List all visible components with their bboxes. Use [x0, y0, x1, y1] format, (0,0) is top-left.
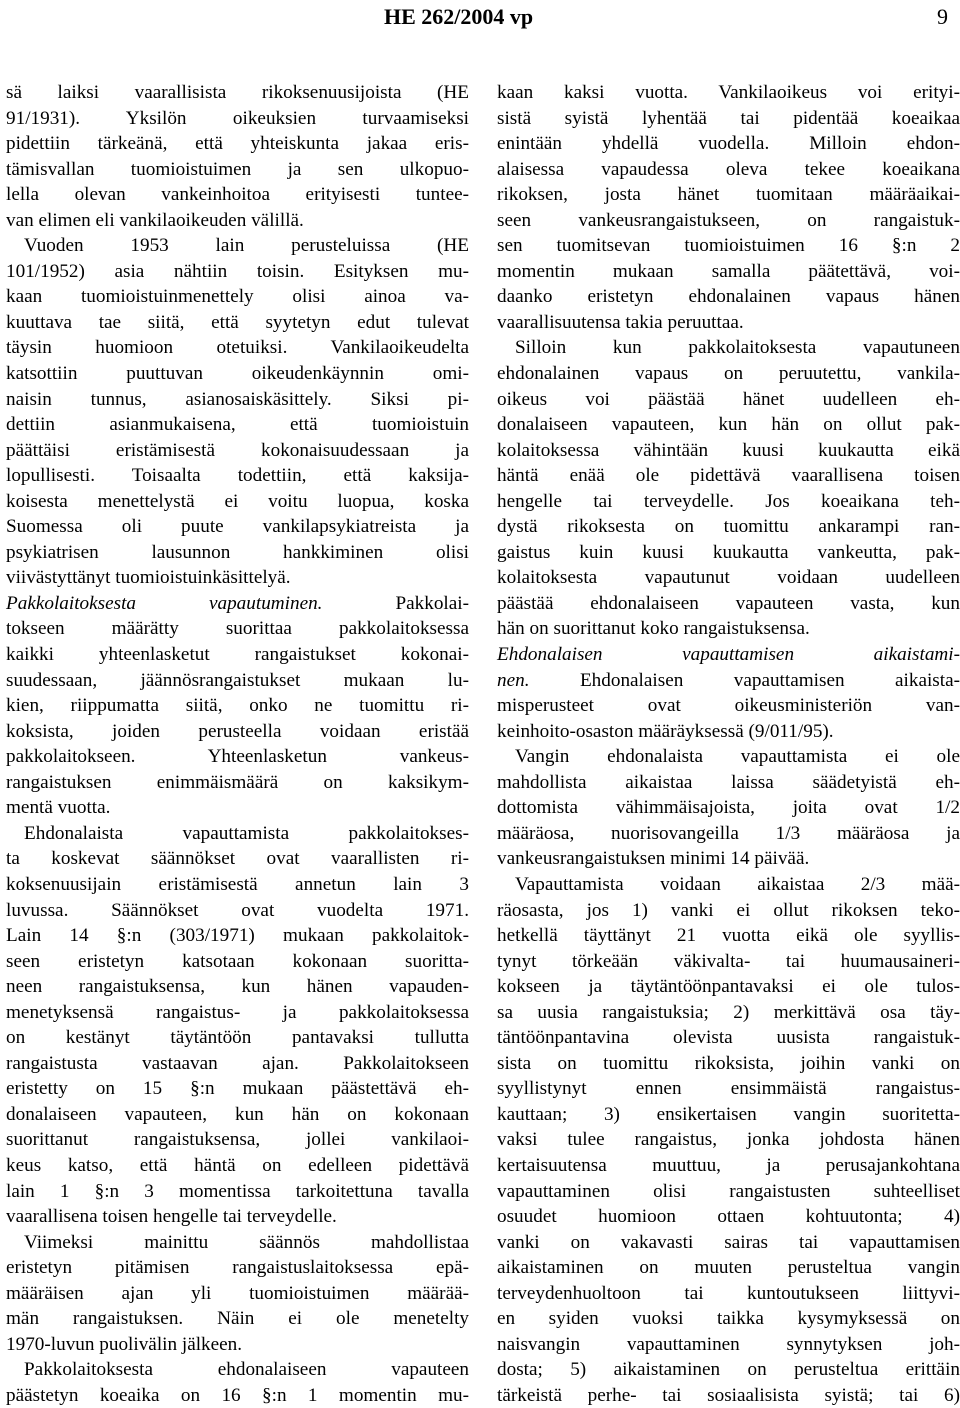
- text-fragment: 101/1952) asia nähtiin toisin. Esityksen mu-: [6, 260, 469, 282]
- text-line: [6, 1230, 469, 1256]
- text-fragment: naisvangin vapauttaminen synnytyksen joh-: [497, 1333, 960, 1355]
- text-fragment: van elimen eli vankilaoikeuden välillä.: [6, 209, 304, 231]
- italic-heading: Ehdonalaisen vapauttamisen aikaistami-: [497, 644, 960, 666]
- text-fragment: oikeus voi päästää hänet uudelleen eh-: [497, 388, 960, 410]
- text-fragment: Suomessa oli puute vankilapsykiatreista ja: [6, 516, 469, 538]
- text-fragment: pidettiin tärkeänä, että yhteiskunta jakaa eris-: [6, 133, 469, 155]
- text-line: [497, 106, 960, 132]
- text-fragment: vaarallisuutensa takia peruuttaa.: [497, 311, 744, 333]
- text-fragment: täysin huomioon otetuiksi. Vankilaoikeudelta: [6, 337, 469, 359]
- text-fragment: hetkellä täyttänyt 21 vuotta eikä ole syyllis-: [497, 925, 960, 947]
- text-line: [6, 642, 469, 668]
- text-line: [6, 1281, 469, 1307]
- right-text-column: [497, 80, 960, 1408]
- text-fragment: koisesta menettelystä ei voitu luopua, koska: [6, 490, 469, 512]
- text-fragment: psykiatrisen lausunnon hankkiminen olisi: [6, 541, 469, 563]
- text-line: [6, 693, 469, 719]
- text-line: [497, 1306, 960, 1332]
- text-fragment: dottomista vähimmäisajoista, joita ovat 1/2: [497, 797, 960, 819]
- text-line: [497, 898, 960, 924]
- text-line: [6, 1383, 469, 1408]
- text-line: [497, 821, 960, 847]
- italic-heading: nen.: [497, 669, 530, 691]
- text-fragment: keus katso, että häntä on edelleen pidettävä: [6, 1154, 469, 1176]
- text-fragment: sista on tuomittu rikoksista, joihin vanki on: [497, 1052, 960, 1074]
- text-line: [6, 565, 469, 591]
- text-fragment: lella olevan vankeinhoitoa erityisesti tuntee-: [6, 184, 469, 206]
- text-fragment: suudessaan, jäännösrangaistukset mukaan lu-: [6, 669, 469, 691]
- text-line: [497, 846, 960, 872]
- text-fragment: momentin mukaan samalla päätettävä, voi-: [497, 260, 960, 282]
- text-fragment: kolaitoksesta vapautunut voidaan uudelleen: [497, 567, 960, 589]
- text-line: [6, 310, 469, 336]
- text-line: [6, 233, 469, 259]
- text-fragment: räosasta, jos 1) vanki ei ollut rikoksen teko-: [497, 899, 960, 921]
- text-line: [6, 182, 469, 208]
- text-line: [6, 770, 469, 796]
- text-line: [6, 719, 469, 745]
- text-line: [6, 744, 469, 770]
- text-fragment: enintään yhdellä vuodella. Milloin ehdon-: [497, 133, 960, 155]
- text-line: [497, 642, 960, 668]
- text-line: [497, 693, 960, 719]
- text-line: [6, 974, 469, 1000]
- text-line: [497, 335, 960, 361]
- text-line: [6, 1153, 469, 1179]
- text-line: [6, 1025, 469, 1051]
- text-fragment: lain 1 §:n 3 momentissa tarkoitettuna tavalla: [6, 1180, 469, 1202]
- text-fragment: koksenuusijain eristämisestä annetun lain 3: [6, 873, 469, 895]
- text-fragment: kaan kaksi vuotta. Vankilaoikeus voi erityi-: [497, 82, 960, 103]
- text-fragment: ehdonalainen vapaus on peruutettu, vankila-: [497, 363, 960, 385]
- text-fragment: katsottiin puuttuvan oikeudenkäynnin omi-: [6, 363, 469, 385]
- text-line: [497, 744, 960, 770]
- text-fragment: naisin tunnus, asianosaiskäsittely. Siksi pi-: [6, 388, 469, 410]
- text-line: [6, 923, 469, 949]
- text-line: [497, 182, 960, 208]
- text-line: [497, 974, 960, 1000]
- text-line: [497, 1204, 960, 1230]
- text-fragment: päättäisi eristämisestä kokonaisuudessaan ja: [6, 439, 469, 461]
- text-line: [497, 1255, 960, 1281]
- text-line: [6, 489, 469, 515]
- text-line: [6, 1102, 469, 1128]
- text-line: [497, 1102, 960, 1128]
- text-fragment: tynyt törkeään väkivalta- tai huumausaineri-: [497, 950, 960, 972]
- text-line: [6, 1204, 469, 1230]
- text-line: [6, 949, 469, 975]
- text-line: [497, 361, 960, 387]
- text-line: [497, 795, 960, 821]
- text-line: [497, 1153, 960, 1179]
- text-line: [497, 770, 960, 796]
- text-line: [6, 284, 469, 310]
- text-fragment: osuudet huomioon ottaen kohtuutonta; 4): [497, 1206, 960, 1228]
- text-fragment: donalaiseen vapauteen, kun hän on kokonaan: [6, 1103, 469, 1125]
- text-fragment: sistä syistä lyhentää tai pidentää koeaikaa: [497, 107, 960, 129]
- text-fragment: tärkeistä perhe- tai sosiaalisista syistä; tai 6): [497, 1384, 960, 1406]
- text-line: [6, 1051, 469, 1077]
- text-line: [497, 1230, 960, 1256]
- text-fragment: kokseen ja täytäntöönpantavaksi ei ole tulos-: [497, 976, 960, 998]
- text-line: [497, 1127, 960, 1153]
- text-fragment: en syiden vuoksi taikka kysymyksessä on: [497, 1308, 960, 1330]
- text-line: [497, 923, 960, 949]
- text-line: [6, 1179, 469, 1205]
- text-line: [497, 1332, 960, 1358]
- text-fragment: dosta; 5) aikaistaminen on perusteltua erittäin: [497, 1359, 960, 1381]
- text-line: [497, 616, 960, 642]
- text-line: [6, 208, 469, 234]
- text-fragment: lopullisesti. Toisaalta todettiin, että kaksija-: [6, 465, 469, 487]
- text-fragment: vaksi tulee rangaistus, jonka johdosta hänen: [497, 1129, 960, 1151]
- text-fragment: sa uusia rangaistuksia; 2) merkittävä osa täy-: [497, 1001, 960, 1023]
- text-fragment: viivästyttänyt tuomioistuinkäsittelyä.: [6, 567, 291, 589]
- text-line: [497, 131, 960, 157]
- text-line: [6, 514, 469, 540]
- text-fragment: Silloin kun pakkolaitoksesta vapautuneen: [515, 337, 960, 359]
- text-line: [497, 719, 960, 745]
- text-fragment: pakkolaitokseen. Yhteenlasketun vankeus-: [6, 746, 469, 768]
- text-line: [6, 616, 469, 642]
- text-fragment: päästetyn koeaika on 16 §:n 1 momentin mu-: [6, 1384, 469, 1406]
- text-fragment: aikaistaminen on muuten perusteltua vangin: [497, 1257, 960, 1279]
- text-fragment: rangaistusta vastaavan ajan. Pakkolaitokseen: [6, 1052, 469, 1074]
- text-fragment: kolaitoksessa vähintään kuusi kuukautta eikä: [497, 439, 960, 461]
- text-line: [497, 80, 960, 106]
- text-fragment: koksista, joiden perusteella voidaan eristää: [6, 720, 469, 742]
- text-line: [497, 949, 960, 975]
- text-line: [497, 284, 960, 310]
- text-line: [497, 233, 960, 259]
- italic-heading: Pakkolaitoksesta vapautuminen.: [6, 592, 323, 614]
- text-line: [6, 1127, 469, 1153]
- left-text-column: [6, 80, 469, 1408]
- text-fragment: alaisessa vapaudessa oleva tekee koeaikana: [497, 158, 960, 180]
- text-fragment: menetyksensä rangaistus- ja pakkolaitoksessa: [6, 1001, 469, 1023]
- text-fragment: kuuttava tae siitä, että syytetyn edut tulevat: [6, 311, 469, 333]
- text-fragment: kien, riippumatta siitä, onko ne tuomittu ri-: [6, 695, 469, 717]
- text-line: [497, 157, 960, 183]
- text-line: [497, 591, 960, 617]
- text-line: [497, 1383, 960, 1408]
- text-line: [497, 1025, 960, 1051]
- text-line: [6, 1306, 469, 1332]
- text-line: [497, 1357, 960, 1383]
- text-fragment: Viimeksi mainittu säännös mahdollistaa: [24, 1231, 469, 1253]
- text-line: [6, 335, 469, 361]
- text-fragment: rangaistuksen enimmäismäärä on kaksikym-: [6, 771, 469, 793]
- text-fragment: ta koskevat säännökset ovat vaarallisten ri-: [6, 848, 469, 870]
- text-fragment: kaan tuomioistuinmenettely olisi ainoa va-: [6, 286, 469, 308]
- text-fragment: tokseen määrätty suorittaa pakkolaitoksessa: [6, 618, 469, 640]
- text-fragment: mahdollista aikaistaa laissa säädetyistä eh-: [497, 771, 960, 793]
- text-fragment: määräisen ajan yli tuomioistuimen määrää-: [6, 1282, 469, 1304]
- text-fragment: 91/1931). Yksilön oikeuksien turvaamiseksi: [6, 107, 469, 129]
- text-line: [6, 1357, 469, 1383]
- text-line: [497, 1000, 960, 1026]
- text-line: [6, 1000, 469, 1026]
- text-line: [6, 1332, 469, 1358]
- text-line: [6, 846, 469, 872]
- text-line: [497, 872, 960, 898]
- text-fragment: vankeusrangaistuksen minimi 14 päivää.: [497, 848, 810, 870]
- text-fragment: hengelle tai terveydelle. Jos koeaikana teh-: [497, 490, 960, 512]
- text-line: [6, 106, 469, 132]
- text-fragment: määräosa, nuorisovangeilla 1/3 määräosa ja: [497, 822, 960, 844]
- text-fragment: rikoksen, josta hänet tuomitaan määräaikai-: [497, 184, 960, 206]
- text-fragment: Vuoden 1953 lain perusteluissa (HE: [24, 235, 469, 257]
- text-fragment: kauttaan; 3) ensikertaisen vangin suoritetta-: [497, 1103, 960, 1125]
- text-line: [6, 463, 469, 489]
- text-fragment: eristetyn pitämisen rangaistuslaitoksessa epä-: [6, 1257, 469, 1279]
- text-fragment: tämisvallan tuomioistuimen ja sen ulkopuo-: [6, 158, 469, 180]
- text-fragment: daanko eristetyn ehdonalainen vapaus hänen: [497, 286, 960, 308]
- text-fragment: suorittanut rangaistuksensa, jollei vankilaoi-: [6, 1129, 469, 1151]
- text-fragment: syyllistynyt ennen ensimmäistä rangaistus-: [497, 1078, 960, 1100]
- text-line: [497, 387, 960, 413]
- text-fragment: hän on suorittanut koko rangaistuksensa.: [497, 618, 810, 640]
- text-fragment: Pakkolaitoksesta ehdonalaiseen vapauteen: [24, 1359, 469, 1381]
- text-line: [6, 898, 469, 924]
- page-header: [0, 0, 960, 30]
- text-fragment: misperusteet ovat oikeusministeriön van-: [497, 695, 960, 717]
- text-line: [6, 872, 469, 898]
- text-line: [6, 361, 469, 387]
- text-fragment: kaikki yhteenlasketut rangaistukset kokonai-: [6, 644, 469, 666]
- text-fragment: män rangaistuksen. Näin ei ole menetelty: [6, 1308, 469, 1330]
- text-line: [6, 795, 469, 821]
- text-line: [6, 259, 469, 285]
- text-fragment: Vapauttamista voidaan aikaistaa 2/3 mää-: [515, 873, 960, 895]
- text-fragment: keinhoito-osaston määräyksessä (9/011/95).: [497, 720, 834, 742]
- text-fragment: täntöönpantavina olevista uusista rangaistuk-: [497, 1027, 960, 1049]
- text-fragment: häntä enää ole pidettävä vaarallisena toisen: [497, 465, 960, 487]
- text-fragment: donalaiseen vapauteen, kun hän on ollut pak-: [497, 414, 960, 436]
- text-fragment: terveydenhuoltoon tai kuntoutukseen liittyvi-: [497, 1282, 960, 1304]
- text-fragment: Vangin ehdonalaista vapauttamista ei ole: [515, 746, 960, 768]
- text-line: [6, 1255, 469, 1281]
- text-fragment: Lain 14 §:n (303/1971) mukaan pakkolaitok-: [6, 925, 469, 947]
- text-fragment: Ehdonalaista vapauttamista pakkolaitokses-: [24, 822, 469, 844]
- text-line: [6, 157, 469, 183]
- text-fragment: on kestänyt täytäntöön pantavaksi tullutta: [6, 1027, 469, 1049]
- text-fragment: sen tuomitsevan tuomioistuimen 16 §:n 2: [497, 235, 960, 257]
- text-fragment: sä laiksi vaarallisista rikoksenuusijoista (HE: [6, 82, 469, 103]
- text-line: [6, 80, 469, 106]
- text-fragment: seen vankeusrangaistukseen, on rangaistuk-: [497, 209, 960, 231]
- text-line: [497, 540, 960, 566]
- text-fragment: gaistus kuin kuusi kuukautta vankeutta, pak-: [497, 541, 960, 563]
- text-fragment: kertaisuutensa muuttuu, ja perusajankohtana: [497, 1154, 960, 1176]
- text-line: [6, 438, 469, 464]
- text-line: [497, 310, 960, 336]
- text-line: [497, 412, 960, 438]
- text-line: [6, 412, 469, 438]
- text-line: [497, 1051, 960, 1077]
- text-line: [6, 1076, 469, 1102]
- text-fragment: 1970-luvun puolivälin jälkeen.: [6, 1333, 243, 1355]
- text-fragment: seen eristetyn katsotaan kokonaan suoritta-: [6, 950, 469, 972]
- text-line: [497, 1179, 960, 1205]
- text-fragment: neen rangaistuksensa, kun hänen vapauden-: [6, 976, 469, 998]
- text-line: [6, 668, 469, 694]
- text-line: [497, 438, 960, 464]
- text-line: [6, 591, 469, 617]
- text-fragment: vapauttaminen olisi rangaistusten suhteelliset: [497, 1180, 960, 1202]
- text-line: [497, 489, 960, 515]
- text-line: [6, 387, 469, 413]
- text-line: [497, 565, 960, 591]
- text-line: [6, 540, 469, 566]
- text-line: [497, 668, 960, 694]
- text-line: [497, 463, 960, 489]
- text-fragment: Ehdonalaisen vapauttamisen aikaista-: [529, 669, 960, 691]
- text-line: [6, 131, 469, 157]
- text-fragment: eristetty on 15 §:n mukaan päästettävä eh-: [6, 1078, 469, 1100]
- text-line: [6, 821, 469, 847]
- document-id: HE 262/2004 vp: [384, 4, 534, 29]
- text-line: [497, 1076, 960, 1102]
- text-fragment: luvussa. Säännökset ovat vuodelta 1971.: [6, 899, 469, 921]
- text-fragment: mentä vuotta.: [6, 797, 111, 819]
- text-line: [497, 259, 960, 285]
- page-number: 9: [937, 4, 948, 29]
- text-fragment: dystä rikoksesta on tuomittu ankarampi ran-: [497, 516, 960, 538]
- text-fragment: vanki on vakavasti sairas tai vapauttamisen: [497, 1231, 960, 1253]
- text-fragment: dettiin asianmukaisena, että tuomioistuin: [6, 414, 469, 436]
- text-fragment: vaarallisena toisen hengelle tai terveydelle.: [6, 1206, 337, 1228]
- text-fragment: päästää ehdonalaiseen vapauteen vasta, kun: [497, 592, 960, 614]
- text-line: [497, 514, 960, 540]
- text-fragment: Pakkolai-: [322, 592, 469, 614]
- text-line: [497, 1281, 960, 1307]
- text-line: [497, 208, 960, 234]
